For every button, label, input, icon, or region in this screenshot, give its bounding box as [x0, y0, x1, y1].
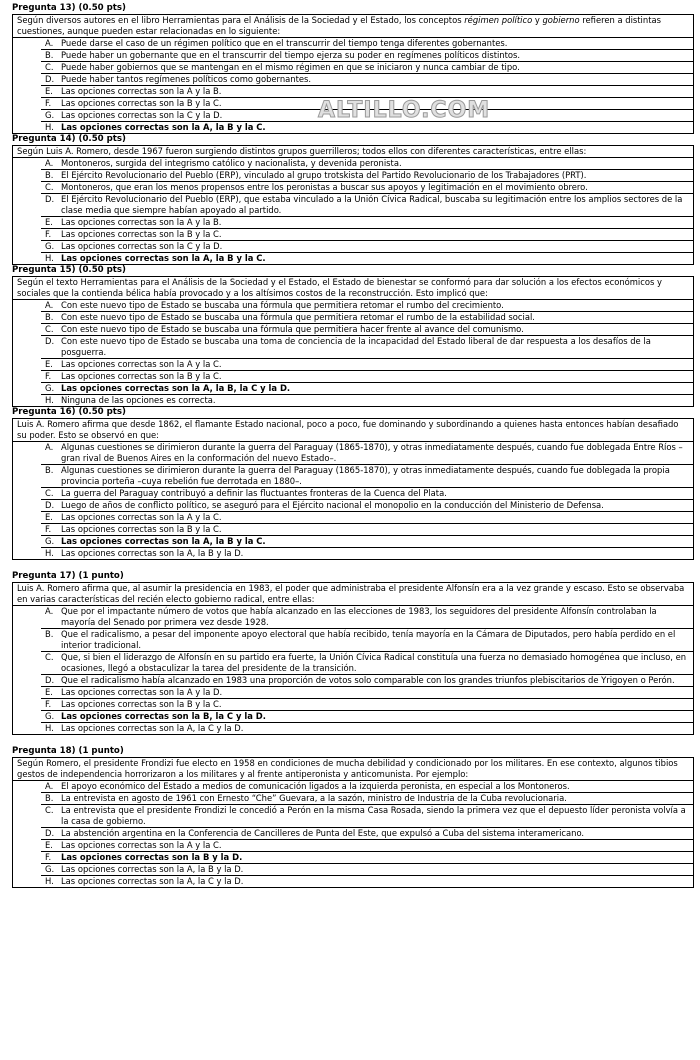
- answer-option: [41, 628, 693, 651]
- answer-option: [41, 523, 693, 535]
- option-text: Ninguna de las opciones es correcta.: [61, 395, 216, 405]
- option-letter: D.: [45, 675, 55, 685]
- question-header: Pregunta 15) (0.50 pts): [12, 265, 126, 275]
- option-text: Con este nuevo tipo de Estado se buscaba una toma de conciencia de la incapacidad del Estado liberal de dar respuesta a los desafíos de la posguerra.: [61, 336, 651, 357]
- question-block: [12, 265, 692, 407]
- option-letter: C.: [45, 488, 54, 498]
- option-letter: A.: [45, 300, 54, 310]
- option-letter: B.: [45, 629, 54, 639]
- exam-document: [12, 3, 692, 888]
- option-letter: B.: [45, 793, 54, 803]
- option-letter: E.: [45, 687, 53, 697]
- option-text: Algunas cuestiones se dirimieron durante la guerra del Paraguay (1865-1870), y otras inmediatamente después, cuando fue doblegada Entre Ríos –gran rival de Buenos Aires en la conformación del nuevo Estado–.: [61, 442, 683, 463]
- question-header: Pregunta 13) (0.50 pts): [12, 3, 126, 13]
- option-letter: E.: [45, 840, 53, 850]
- option-text: Las opciones correctas son la A y la C.: [61, 512, 222, 522]
- option-letter: G.: [45, 711, 55, 721]
- option-text: Las opciones correctas son la A, la B y la D.: [61, 548, 244, 558]
- option-letter: B.: [45, 465, 54, 475]
- spacer: [12, 560, 692, 571]
- answer-option: [41, 511, 693, 523]
- answer-option: [41, 442, 693, 464]
- option-letter: E.: [45, 512, 53, 522]
- option-text: Que por el impactante número de votos que había alcanzado en las elecciones de 1983, los seguidores del presidente Alfonsín controlaban la mayoría del Senado por primera vez desde 1928.: [61, 606, 657, 627]
- question-block: [12, 134, 692, 265]
- option-letter: C.: [45, 62, 54, 72]
- option-text: Las opciones correctas son la A, la B y la D.: [61, 864, 244, 874]
- option-text: Las opciones correctas son la A, la C y la D.: [61, 723, 244, 733]
- option-text: Algunas cuestiones se dirimieron durante la guerra del Paraguay (1865-1870), y otras inmediatamente después, cuando fue doblegada la propia provincia porteña –cuya rebelión fue derrotada en 1880–.: [61, 465, 670, 486]
- option-letter: G.: [45, 383, 55, 393]
- option-text: Con este nuevo tipo de Estado se buscaba una fórmula que permitiera retomar el rumbo del crecimiento.: [61, 300, 504, 310]
- spacer: [12, 735, 692, 746]
- option-letter: A.: [45, 781, 54, 791]
- answer-option: [41, 311, 693, 323]
- answer-option: [41, 300, 693, 311]
- question-table: [12, 418, 694, 560]
- answer-option: [41, 85, 693, 97]
- answer-option: [41, 722, 693, 734]
- option-letter: H.: [45, 876, 54, 886]
- option-letter: E.: [45, 86, 53, 96]
- option-letter: E.: [45, 217, 53, 227]
- stem-text: régimen político: [464, 15, 533, 25]
- option-text: Montoneros, surgida del integrismo católico y nacionalista, y devenida peronista.: [61, 158, 402, 168]
- question-stem: [13, 15, 693, 38]
- answer-option: [41, 781, 693, 792]
- option-letter: G.: [45, 241, 55, 251]
- answer-option: [41, 240, 693, 252]
- answer-option: [41, 674, 693, 686]
- stem-text: y: [532, 15, 543, 25]
- option-text: Que, si bien el liderazgo de Alfonsín en su partido era fuerte, la Unión Cívica Radical constituía una fuerza no demasiado homogénea que incluso, en ocasiones, llegó a obstaculizar la tarea del presidente de la transición.: [61, 652, 687, 673]
- watermark: ALTILLO.COM: [318, 98, 491, 123]
- answer-option: [41, 547, 693, 559]
- option-text: Las opciones correctas son la A, la C y la D.: [61, 876, 244, 886]
- answer-option: [41, 606, 693, 628]
- option-letter: H.: [45, 253, 54, 263]
- answer-option: [41, 382, 693, 394]
- option-letter: F.: [45, 371, 52, 381]
- option-text: Montoneros, que eran los menos propensos entre los peronistas a buscar sus apoyos y legitimación en el movimiento obrero.: [61, 182, 588, 192]
- answer-option: [41, 335, 693, 358]
- answer-option: [41, 323, 693, 335]
- option-letter: H.: [45, 395, 54, 405]
- option-letter: G.: [45, 110, 55, 120]
- question-stem: [13, 419, 693, 442]
- option-text: Puede haber tantos regímenes políticos como gobernantes.: [61, 74, 312, 84]
- answer-option: [41, 499, 693, 511]
- question-stem: [13, 583, 693, 606]
- question-block: [12, 571, 692, 735]
- option-letter: G.: [45, 864, 55, 874]
- question-block: [12, 407, 692, 560]
- question-header: Pregunta 14) (0.50 pts): [12, 134, 126, 144]
- option-text: Puede haber gobiernos que se mantengan en el mismo régimen en que se iniciaron y nunca cambiar de tipo.: [61, 62, 520, 72]
- question-table: [12, 757, 694, 888]
- stem-text: refieren a distintas cuestiones, aunque pueden estar relacionadas en lo siguiente:: [17, 15, 661, 36]
- option-text: Las opciones correctas son la A, la B y la C.: [61, 253, 266, 263]
- option-text: Las opciones correctas son la B, la C y la D.: [61, 711, 266, 721]
- answer-option: [41, 698, 693, 710]
- option-letter: H.: [45, 548, 54, 558]
- question-header: Pregunta 16) (0.50 pts): [12, 407, 126, 417]
- answer-option: [41, 394, 693, 406]
- option-letter: B.: [45, 170, 54, 180]
- option-text: El Ejército Revolucionario del Pueblo (ERP), que estaba vinculado a la Unión Cívica Radical, buscaba su legitimación entre los amplios sectores de la clase media que siempre habían apoyado al partido.: [61, 194, 683, 215]
- answer-option: [41, 49, 693, 61]
- option-letter: H.: [45, 122, 54, 132]
- option-letter: G.: [45, 536, 55, 546]
- option-text: La entrevista en agosto de 1961 con Ernesto “Che” Guevara, a la sazón, ministro de Industria de la Cuba revolucionaria.: [61, 793, 567, 803]
- option-text: Las opciones correctas son la B y la C.: [61, 524, 222, 534]
- answer-option: [41, 792, 693, 804]
- answer-option: [41, 863, 693, 875]
- option-letter: D.: [45, 194, 55, 204]
- question-stem: [13, 758, 693, 781]
- option-letter: F.: [45, 524, 52, 534]
- answer-option: [41, 73, 693, 85]
- answer-option: [41, 827, 693, 839]
- answer-option: [41, 839, 693, 851]
- option-text: Las opciones correctas son la C y la D.: [61, 241, 223, 251]
- answer-option: [41, 370, 693, 382]
- option-letter: H.: [45, 723, 54, 733]
- answer-option: [41, 487, 693, 499]
- question-table: [12, 582, 694, 735]
- answer-option: [41, 216, 693, 228]
- option-text: Las opciones correctas son la C y la D.: [61, 110, 223, 120]
- option-text: Con este nuevo tipo de Estado se buscaba una fórmula que permitiera retomar el rumbo de la estabilidad social.: [61, 312, 535, 322]
- question-header: Pregunta 17) (1 punto): [12, 571, 124, 581]
- stem-text: gobierno: [542, 15, 580, 25]
- option-letter: A.: [45, 158, 54, 168]
- option-text: Las opciones correctas son la A y la B.: [61, 217, 222, 227]
- option-text: Las opciones correctas son la A, la B y la C.: [61, 536, 266, 546]
- option-text: El Ejército Revolucionario del Pueblo (ERP), vinculado al grupo trotskista del Partido Revolucionario de los Trabajadores (PRT).: [61, 170, 587, 180]
- answer-option: [41, 61, 693, 73]
- question-header: Pregunta 18) (1 punto): [12, 746, 124, 756]
- stem-text: Según Luis A. Romero, desde 1967 fueron surgiendo distintos grupos guerrilleros; todos ellos con diferentes características, entre ellas:: [17, 146, 587, 156]
- option-letter: F.: [45, 699, 52, 709]
- option-text: Luego de años de conflicto político, se aseguró para el Ejército nacional el monopolio en la conducción del Ministerio de Defensa.: [61, 500, 604, 510]
- answer-option: [41, 651, 693, 674]
- option-letter: C.: [45, 182, 54, 192]
- option-letter: D.: [45, 74, 55, 84]
- option-text: Las opciones correctas son la B y la C.: [61, 98, 222, 108]
- answer-option: [41, 851, 693, 863]
- question-table: [12, 145, 694, 265]
- question-table: [12, 276, 694, 407]
- option-letter: B.: [45, 312, 54, 322]
- option-text: Que el radicalismo había alcanzado en 1983 una proporción de votos solo comparable con los grandes triunfos plebiscitarios de Yrigoyen o Perón.: [61, 675, 675, 685]
- answer-option: [41, 158, 693, 169]
- option-letter: C.: [45, 652, 54, 662]
- option-letter: E.: [45, 359, 53, 369]
- answer-option: [41, 38, 693, 49]
- option-letter: C.: [45, 324, 54, 334]
- stem-text: Luis A. Romero afirma que, al asumir la presidencia en 1983, el poder que administraba el presidente Alfonsín era a la vez grande y escaso. Esto se observaba en varias características del recién electo gobierno radical, entre ellas:: [17, 583, 685, 604]
- option-text: Las opciones correctas son la A, la B y la C.: [61, 122, 266, 132]
- option-text: Las opciones correctas son la B y la C.: [61, 699, 222, 709]
- option-letter: F.: [45, 852, 52, 862]
- option-text: Puede darse el caso de un régimen político que en el transcurrir del tiempo tenga diferentes gobernantes.: [61, 38, 508, 48]
- stem-text: Según el texto Herramientas para el Análisis de la Sociedad y el Estado, el Estado de bienestar se conformó para dar solución a los efectos económicos y sociales que la contienda bélica había provocado y a los altísimos costos de la reconstrucción. Esto implicó que:: [17, 277, 662, 298]
- option-text: Las opciones correctas son la A, la B, la C y la D.: [61, 383, 291, 393]
- option-text: Las opciones correctas son la A y la D.: [61, 687, 223, 697]
- option-letter: A.: [45, 442, 54, 452]
- answer-option: [41, 169, 693, 181]
- question-block: [12, 746, 692, 888]
- stem-text: Según Romero, el presidente Frondizi fue electo en 1958 en condiciones de mucha debilidad y condicionado por los militares. En ese contexto, algunos tibios gestos de independencia horrorizaron a los militares y al frente antiperonista y anticomunista. Por ejemplo:: [17, 758, 678, 779]
- option-letter: A.: [45, 606, 54, 616]
- option-text: La abstención argentina en la Conferencia de Cancilleres de Punta del Este, que expulsó a Cuba del sistema interamericano.: [61, 828, 585, 838]
- option-text: Las opciones correctas son la A y la C.: [61, 359, 222, 369]
- stem-text: Según diversos autores en el libro Herramientas para el Análisis de la Sociedad y el Estado, los conceptos: [17, 15, 465, 25]
- option-text: La entrevista que el presidente Frondizi le concedió a Perón en la misma Casa Rosada, siendo la primera vez que el depuesto líder peronista volvía a la casa de gobierno.: [61, 805, 686, 826]
- answer-option: [41, 804, 693, 827]
- answer-option: [41, 875, 693, 887]
- option-text: Las opciones correctas son la A y la C.: [61, 840, 222, 850]
- option-text: Las opciones correctas son la A y la B.: [61, 86, 222, 96]
- option-text: Que el radicalismo, a pesar del imponente apoyo electoral que había recibido, tenía mayoría en la Cámara de Diputados, pero había perdido en el interior tradicional.: [61, 629, 676, 650]
- answer-option: [41, 252, 693, 264]
- answer-option: [41, 686, 693, 698]
- answer-option: [41, 181, 693, 193]
- option-text: Puede haber un gobernante que en el transcurrir del tiempo ejerza su poder en regímenes políticos distintos.: [61, 50, 521, 60]
- option-letter: D.: [45, 828, 55, 838]
- question-stem: [13, 277, 693, 300]
- option-letter: F.: [45, 229, 52, 239]
- answer-option: [41, 193, 693, 216]
- answer-option: [41, 464, 693, 487]
- question-stem: [13, 146, 693, 158]
- answer-option: [41, 710, 693, 722]
- option-text: Las opciones correctas son la B y la C.: [61, 229, 222, 239]
- option-letter: F.: [45, 98, 52, 108]
- answer-option: [41, 358, 693, 370]
- stem-text: Luis A. Romero afirma que desde 1862, el flamante Estado nacional, poco a poco, fue dominando y subordinando a quienes hasta entonces habían desafiado su poder. Esto se observó en que:: [17, 419, 679, 440]
- option-letter: D.: [45, 500, 55, 510]
- option-letter: C.: [45, 805, 54, 815]
- option-text: Las opciones correctas son la B y la C.: [61, 371, 222, 381]
- option-letter: B.: [45, 50, 54, 60]
- option-text: La guerra del Paraguay contribuyó a definir las fluctuantes fronteras de la Cuenca del Plata.: [61, 488, 447, 498]
- option-letter: D.: [45, 336, 55, 346]
- answer-option: [41, 535, 693, 547]
- option-text: El apoyo económico del Estado a medios de comunicación ligados a la izquierda peronista, en especial a los Montoneros.: [61, 781, 570, 791]
- option-text: Las opciones correctas son la B y la D.: [61, 852, 243, 862]
- option-text: Con este nuevo tipo de Estado se buscaba una fórmula que permitiera hacer frente al avance del comunismo.: [61, 324, 524, 334]
- option-letter: A.: [45, 38, 54, 48]
- answer-option: [41, 228, 693, 240]
